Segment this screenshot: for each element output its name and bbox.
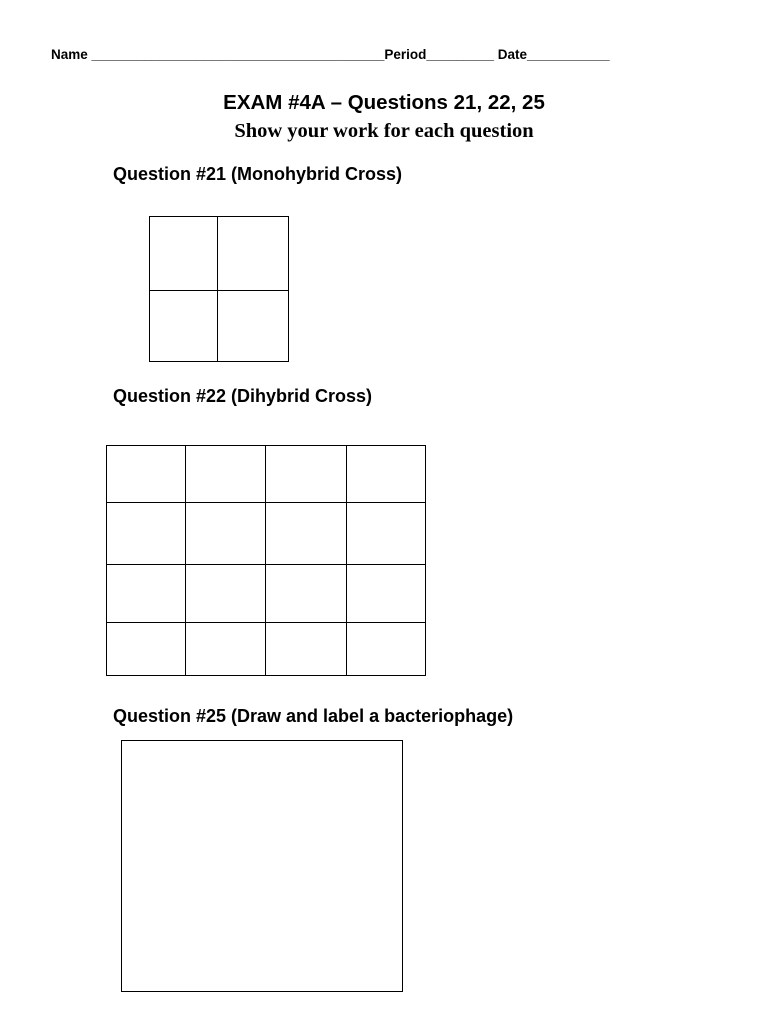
- punnett-cell[interactable]: [266, 503, 346, 565]
- page-title: EXAM #4A – Questions 21, 22, 25: [223, 91, 545, 114]
- punnett-cell[interactable]: [346, 446, 425, 503]
- punnett-cell[interactable]: [186, 446, 266, 503]
- punnett-cell[interactable]: [186, 565, 266, 623]
- date-label: Date: [497, 47, 527, 62]
- punnett-cell[interactable]: [107, 623, 186, 676]
- period-label: Period: [384, 47, 427, 62]
- punnett-cell[interactable]: [346, 565, 425, 623]
- punnett-cell[interactable]: [150, 217, 218, 291]
- punnett-cell[interactable]: [150, 291, 218, 362]
- punnett-cell[interactable]: [266, 446, 346, 503]
- date-blank[interactable]: ___________: [527, 47, 610, 62]
- punnett-cell[interactable]: [266, 565, 346, 623]
- punnett-cell[interactable]: [107, 446, 186, 503]
- name-blank[interactable]: _______________________________________: [91, 47, 385, 62]
- punnett-cell[interactable]: [346, 503, 425, 565]
- dihybrid-punnett-square: [106, 445, 426, 676]
- punnett-cell[interactable]: [186, 503, 266, 565]
- punnett-cell[interactable]: [186, 623, 266, 676]
- period-blank[interactable]: _________: [426, 47, 494, 62]
- header-line: [51, 47, 610, 62]
- bacteriophage-drawing-box[interactable]: [121, 740, 403, 992]
- punnett-cell[interactable]: [107, 565, 186, 623]
- punnett-cell[interactable]: [346, 623, 425, 676]
- punnett-cell[interactable]: [266, 623, 346, 676]
- monohybrid-punnett-square: [149, 216, 289, 362]
- page-subtitle: Show your work for each question: [234, 120, 534, 142]
- question-21-label: Question #21 (Monohybrid Cross): [113, 164, 403, 184]
- question-25-label: Question #25 (Draw and label a bacteriophage): [113, 706, 514, 726]
- name-label: Name: [51, 47, 88, 62]
- question-22-label: Question #22 (Dihybrid Cross): [113, 386, 373, 406]
- punnett-cell[interactable]: [107, 503, 186, 565]
- punnett-cell[interactable]: [217, 217, 288, 291]
- punnett-cell[interactable]: [217, 291, 288, 362]
